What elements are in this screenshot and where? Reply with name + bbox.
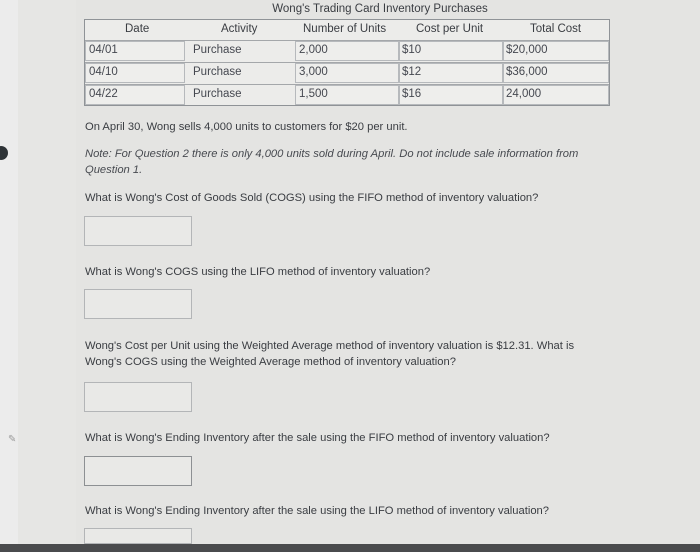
left-edge <box>0 0 18 552</box>
note-line-2: Question 1. <box>85 164 143 176</box>
question-4: What is Wong's Ending Inventory after the sale using the FIFO method of inventory valuation? <box>85 432 550 444</box>
bottom-bar <box>0 544 700 552</box>
table-row <box>85 85 609 105</box>
cell-date: 04/10 <box>89 66 118 78</box>
question-5: What is Wong's Ending Inventory after the sale using the LIFO method of inventory valuation? <box>85 505 549 517</box>
answer-input-q3[interactable] <box>84 382 192 412</box>
cell-cost: $16 <box>402 88 422 100</box>
cell-total: $20,000 <box>506 44 548 56</box>
header-date: Date <box>125 23 150 35</box>
cell-date: 04/22 <box>89 88 118 100</box>
cell-cost: $10 <box>402 44 422 56</box>
question-3-line-2: Wong's COGS using the Weighted Average method of inventory valuation? <box>85 356 456 368</box>
question-2: What is Wong's COGS using the LIFO method of inventory valuation? <box>85 266 431 278</box>
question-1: What is Wong's Cost of Goods Sold (COGS) using the FIFO method of inventory valuation? <box>85 192 539 204</box>
cell-units: 3,000 <box>299 66 328 78</box>
cell-activity: Purchase <box>193 88 242 100</box>
table-row <box>85 41 609 61</box>
cell-units: 1,500 <box>299 88 328 100</box>
header-cost: Cost per Unit <box>416 23 484 35</box>
cell-date: 04/01 <box>89 44 118 56</box>
header-activity: Activity <box>221 23 258 35</box>
cell-activity: Purchase <box>193 66 242 78</box>
inventory-table <box>84 19 610 106</box>
answer-input-q2[interactable] <box>84 289 192 319</box>
table-row <box>85 63 609 83</box>
sale-statement: On April 30, Wong sells 4,000 units to customers for $20 per unit. <box>85 121 408 133</box>
answer-input-q4[interactable] <box>84 456 192 486</box>
pencil-icon: ✎ <box>8 434 17 445</box>
cell-activity: Purchase <box>193 44 242 56</box>
answer-input-q5[interactable] <box>84 528 192 544</box>
question-marker-icon <box>0 146 8 160</box>
question-3-line-1: Wong's Cost per Unit using the Weighted Average method of inventory valuation is $12.31. What is <box>85 340 575 352</box>
table-title: Wong's Trading Card Inventory Purchases <box>272 3 488 15</box>
note-line-1: Note: For Question 2 there is only 4,000 units sold during April. Do not include sale information from <box>85 148 579 160</box>
cell-cost: $12 <box>402 66 422 78</box>
cell-units: 2,000 <box>299 44 328 56</box>
cell-total: $36,000 <box>506 66 548 78</box>
cell-total: 24,000 <box>506 88 542 100</box>
answer-input-q1[interactable] <box>84 216 192 246</box>
header-units: Number of Units <box>303 23 387 35</box>
header-total: Total Cost <box>530 23 582 35</box>
left-gutter <box>18 0 76 552</box>
